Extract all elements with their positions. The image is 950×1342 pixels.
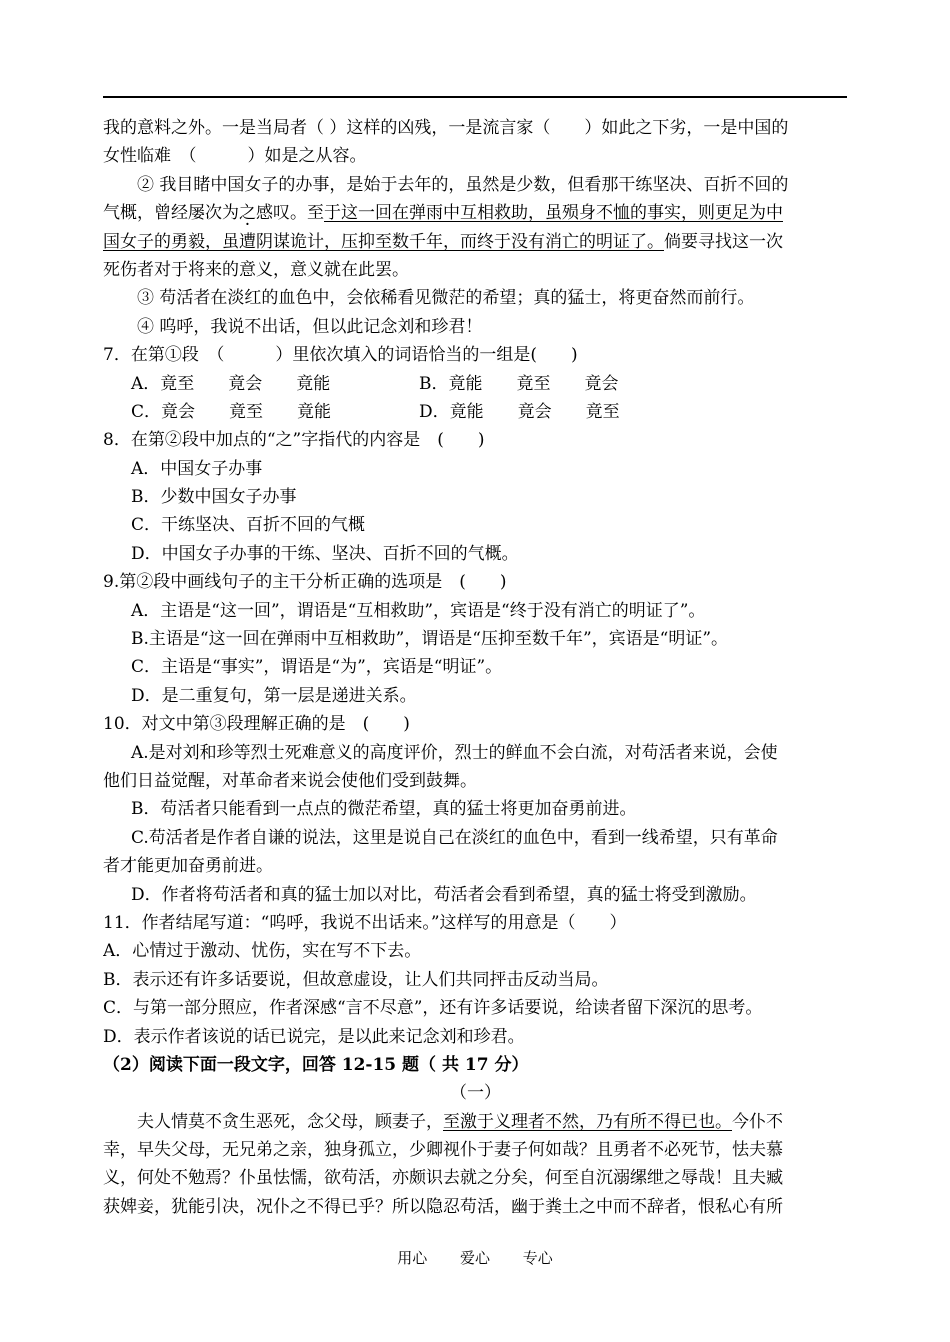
option-a: A．心情过于激动、忧伤，实在写不下去。 [103,941,422,962]
classical-passage-line [103,1108,848,1136]
option-c: C．与第一部分照应，作者深感“言不尽意”，还有许多话要说，给读者留下深沉的思考。 [103,998,763,1019]
header-rule [103,96,847,98]
passage-line: 女性临难 （ ）如是之从容。 [103,146,367,167]
option-a: A．主语是“这一回”，谓语是“互相救助”，宾语是“终于没有消亡的明证了”。 [131,600,706,621]
option-c: C.苟活者是作者自谦的说法，这里是说自己在淡红的血色中，看到一线希望，只有革命 [131,827,778,848]
option-d: D．中国女子办事的干练、坚决、百折不回的气概。 [131,543,519,564]
question-7-stem: 7．在第①段 （ ）里依次填入的词语恰当的一组是( ) [103,345,578,366]
document-body [103,114,848,1221]
option-c: C．主语是“事实”，谓语是“为”，宾语是“明证”。 [131,657,503,678]
text-run: 今仆不 [732,1111,783,1132]
section-heading: （2）阅读下面一段文字，回答 12-15 题（ 共 17 分） [103,1054,529,1075]
section-subheading: （一） [450,1083,501,1104]
paragraph-2-line [103,199,848,227]
option-b: B．竟能 竟至 竟会 [419,373,619,394]
option-c-continued: 者才能更加奋勇前进。 [103,856,273,877]
question-7-options-row [103,370,848,398]
paragraph-4: ④ 呜呼，我说不出话，但以此记念刘和珍君！ [137,316,483,337]
option-d: D．是二重复句，第一层是递进关系。 [131,685,417,706]
option-c: C．竟会 竟至 竟能 [131,401,332,422]
option-c: C．干练坚决、百折不回的气概 [131,515,366,536]
dotted-character: 之 [239,203,256,224]
question-7-options-row [103,398,848,426]
option-b: B．表示还有许多话要说，但故意虚设，让人们共同抨击反动当局。 [103,969,609,990]
text-run: 气概，曾经屡次为 [103,203,239,224]
paragraph-2-line [103,228,848,256]
paragraph-3: ③ 苟活者在淡红的血色中，会依稀看见微茫的希望；真的猛士，将更奋然而前行。 [137,288,755,309]
option-d: D．作者将苟活者和真的猛士加以对比，苟活者会看到希望，真的猛士将受到激励。 [131,884,757,905]
passage-line: 我的意料之外。一是当局者（ ）这样的凶残，一是流言家（ ）如此之下劣，一是中国的 [103,118,789,138]
text-run: 夫人情莫不贪生恶死，念父母，顾妻子， [137,1111,443,1132]
classical-passage-line: 义，何处不勉焉？仆虽怯懦，欲苟活，亦颇识去就之分矣，何至自沉溺缧绁之辱哉！且夫臧 [103,1168,783,1189]
underlined-sentence: 国女子的勇毅，虽遭阴谋诡计，压抑至数千年，而终于没有消亡的明证了。 [103,231,664,252]
option-d: D．表示作者该说的话已说完，是以此来记念刘和珍君。 [103,1026,525,1047]
footer-text: 用心 [397,1249,428,1267]
question-11-stem: 11．作者结尾写道：“呜呼，我说不出话来。”这样写的用意是（ ） [103,912,627,933]
paragraph-2-line: ② 我目睹中国女子的办事，是始于去年的，虽然是少数，但看那干练坚决、百折不回的 [137,174,789,195]
classical-passage-line: 幸，早失父母，无兄弟之亲，独身孤立，少卿视仆于妻子何如哉？且勇者不必死节，怯夫慕 [103,1140,783,1161]
paragraph-2-line: 死伤者对于将来的意义，意义就在此罢。 [103,259,409,280]
footer-text: 专心 [522,1249,553,1267]
option-a: A.是对刘和珍等烈士死难意义的高度评价，烈士的鲜血不会白流，对苟活者来说，会使 [131,742,778,763]
classical-passage-line: 获婢妾，犹能引决，况仆之不得已乎？所以隐忍苟活，幽于粪土之中而不辞者，恨私心有所 [103,1196,783,1217]
underlined-sentence: 至激于义理者不然，乃有所不得已也。 [443,1111,732,1132]
question-8-stem: 8．在第②段中加点的“之”字指代的内容是 ( ) [103,430,485,451]
option-b: B．少数中国女子办事 [131,487,297,508]
option-a: A．中国女子办事 [131,458,263,479]
option-a-continued: 他们日益觉醒，对革命者来说会使他们受到鼓舞。 [103,770,477,791]
text-run: 倘要寻找这一次 [664,231,783,252]
option-d: D．竟能 竟会 竟至 [419,401,620,422]
underlined-sentence: 于这一回在弹雨中互相救助，虽殒身不恤的事实，则更足为中 [324,203,783,224]
option-b: B.主语是“这一回在弹雨中互相救助”，谓语是“压抑至数千年”，宾语是“明证”。 [131,629,729,650]
question-9-stem: 9.第②段中画线句子的主干分析正确的选项是 ( ) [103,572,507,593]
footer-text: 爱心 [459,1249,490,1267]
text-run: 感叹。至 [256,203,324,224]
question-10-stem: 10．对文中第③段理解正确的是 ( ) [103,714,410,735]
option-b: B．苟活者只能看到一点点的微茫希望，真的猛士将更加奋勇前进。 [131,799,637,820]
page-footer [0,1247,950,1268]
option-a: A．竟至 竟会 竟能 [131,373,331,394]
